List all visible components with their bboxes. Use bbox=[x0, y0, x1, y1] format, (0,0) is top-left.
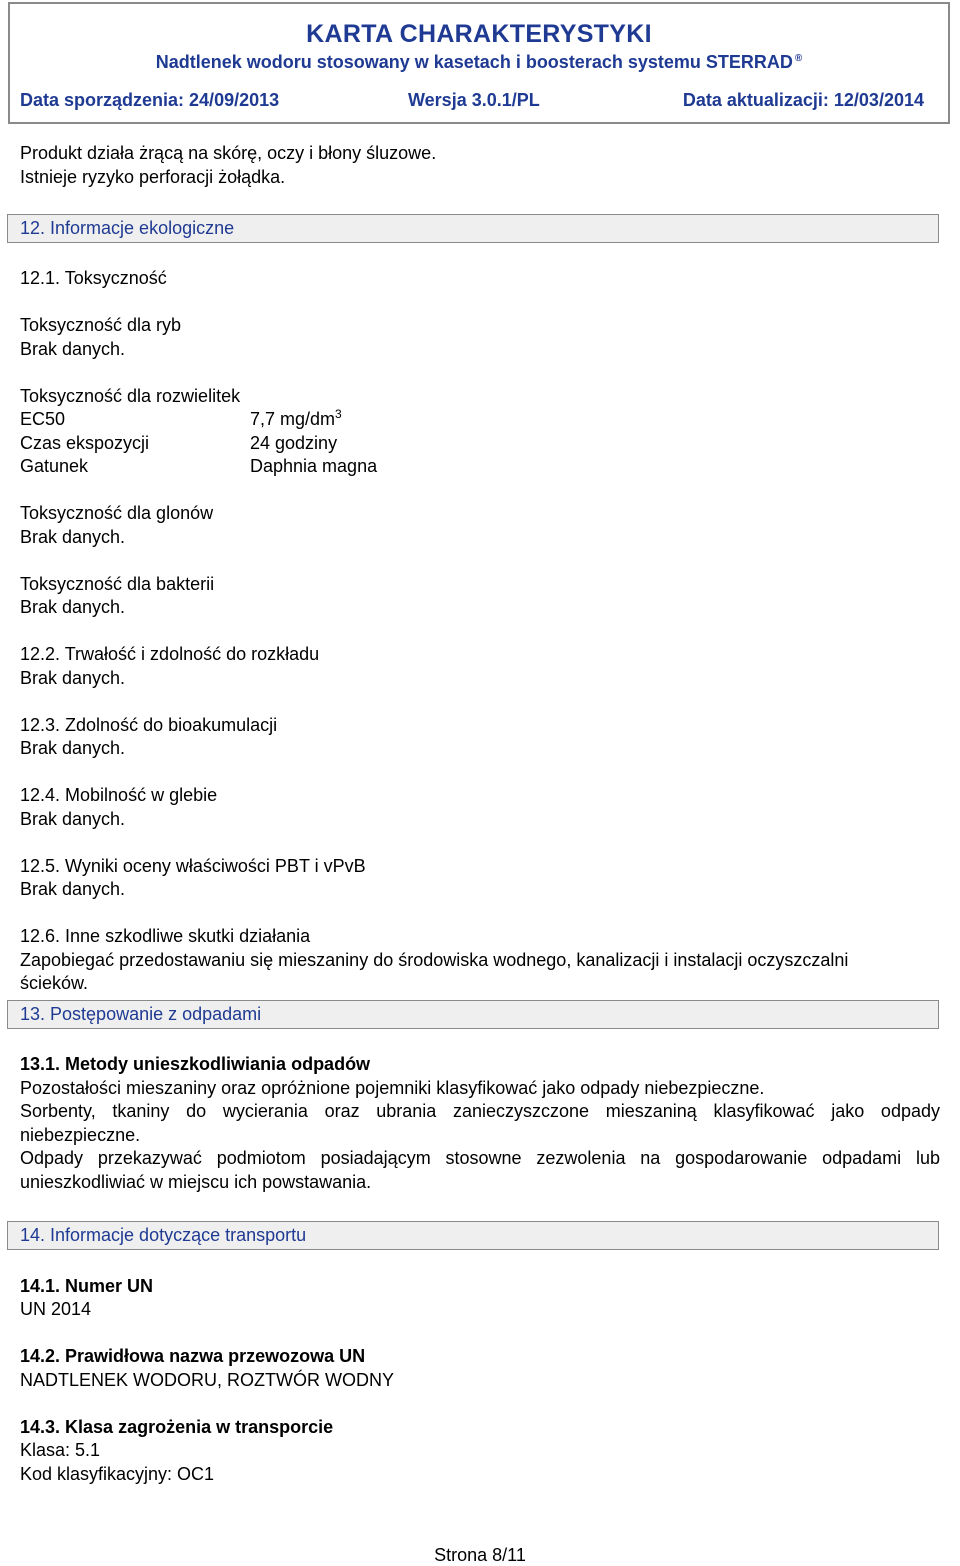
algae-toxicity-value: Brak danych. bbox=[20, 526, 126, 547]
product-name-text: Nadtlenek wodoru stosowany w kasetach i boosterach systemu STERRAD bbox=[155, 52, 793, 72]
transport-class: Klasa: 5.1 bbox=[20, 1440, 101, 1460]
document-body bbox=[20, 142, 940, 1486]
registered-mark: ® bbox=[794, 53, 803, 64]
ec50-value: 7,7 $mg/dm^3$ bbox=[250, 407, 342, 429]
bacteria-toxicity-value: Brak danych. bbox=[20, 597, 126, 617]
daphnia-toxicity-heading: Toksyczność dla rozwielitek bbox=[20, 385, 241, 406]
subsection-12-4-value: Brak danych. bbox=[20, 808, 126, 829]
subsection-12-1-heading: 12.1. Toksyczność bbox=[20, 268, 167, 288]
document-title: KARTA CHARAKTERYSTYKI bbox=[306, 20, 652, 48]
species-value: Daphnia magna bbox=[250, 456, 378, 476]
exposure-value: 24 godziny bbox=[250, 432, 338, 453]
waste-paragraph: Odpady przekazywać podmiotom posiadającym stosowne zezwolenia na gospodarowanie odpadami lub unieszkodliwiać w miejscu ich powstawania. bbox=[20, 1148, 940, 1192]
subsection-12-4-heading: 12.4. Mobilność w glebie bbox=[20, 785, 218, 805]
fish-toxicity-value: Brak danych. bbox=[20, 338, 126, 359]
product-name bbox=[10, 52, 948, 73]
update-date: Data aktualizacji: 12/03/2014 bbox=[682, 90, 924, 110]
subsection-12-6-text: Zapobiegać przedostawaniu się mieszaniny do środowiska wodnego, kanalizacji i instalacji oczyszczalni ścieków. bbox=[20, 949, 849, 993]
species-row bbox=[20, 455, 940, 479]
subsection-12-2-heading: 12.2. Trwałość i zdolność do rozkładu bbox=[20, 644, 320, 664]
subsection-12-5-value: Brak danych. bbox=[20, 879, 126, 899]
algae-toxicity-heading: Toksyczność dla glonów bbox=[20, 503, 214, 523]
species-label: Gatunek bbox=[20, 456, 89, 476]
subsection-12-5-heading: 12.5. Wyniki oceny właściwości PBT i vPvB bbox=[20, 855, 366, 876]
intro-line: Istnieje ryzyko perforacji żołądka. bbox=[20, 166, 286, 187]
subsection-14-3-heading: 14.3. Klasa zagrożenia w transporcie bbox=[20, 1416, 334, 1437]
classification-code: Kod klasyfikacyjny: OC1 bbox=[20, 1463, 215, 1484]
page-number: Strona 8/11 bbox=[434, 1545, 526, 1565]
exposure-label: Czas ekspozycji bbox=[20, 432, 150, 453]
subsection-14-1-heading: 14.1. Numer UN bbox=[20, 1275, 154, 1296]
waste-paragraph: Sorbenty, tkaniny do wycierania oraz ubrania zanieczyszczone mieszaniną klasyfikować jako odpady niebezpieczne. bbox=[20, 1101, 940, 1145]
subsection-12-6-heading: 12.6. Inne szkodliwe skutki działania bbox=[20, 926, 311, 946]
subsection-12-2-value: Brak danych. bbox=[20, 667, 126, 688]
exposure-row bbox=[20, 432, 940, 456]
subsection-14-2-heading: 14.2. Prawidłowa nazwa przewozowa UN bbox=[20, 1346, 366, 1366]
section-14-heading: 14. Informacje dotyczące transportu bbox=[7, 1221, 939, 1250]
subsection-13-1-heading: 13.1. Metody unieszkodliwiania odpadów bbox=[20, 1054, 371, 1074]
section-12-heading: 12. Informacje ekologiczne bbox=[7, 214, 939, 243]
subsection-12-3-value: Brak danych. bbox=[20, 738, 126, 758]
ec50-row bbox=[20, 408, 940, 432]
bacteria-toxicity-heading: Toksyczność dla bakterii bbox=[20, 573, 215, 594]
preparation-date: Data sporządzenia: 24/09/2013 bbox=[20, 90, 280, 110]
fish-toxicity-heading: Toksyczność dla ryb bbox=[20, 315, 182, 335]
intro-line: Produkt działa żrącą na skórę, oczy i błony śluzowe. bbox=[20, 143, 437, 163]
ec50-label: EC50 bbox=[20, 409, 66, 429]
document-header bbox=[8, 2, 950, 124]
subsection-12-3-heading: 12.3. Zdolność do bioakumulacji bbox=[20, 714, 278, 735]
un-number: UN 2014 bbox=[20, 1299, 92, 1319]
version: Wersja 3.0.1/PL bbox=[408, 90, 540, 110]
un-shipping-name: NADTLENEK WODORU, ROZTWÓR WODNY bbox=[20, 1369, 394, 1390]
waste-paragraph: Pozostałości mieszaniny oraz opróżnione pojemniki klasyfikować jako odpady niebezpieczne. bbox=[20, 1077, 765, 1098]
section-13-heading: 13. Postępowanie z odpadami bbox=[7, 1000, 939, 1029]
